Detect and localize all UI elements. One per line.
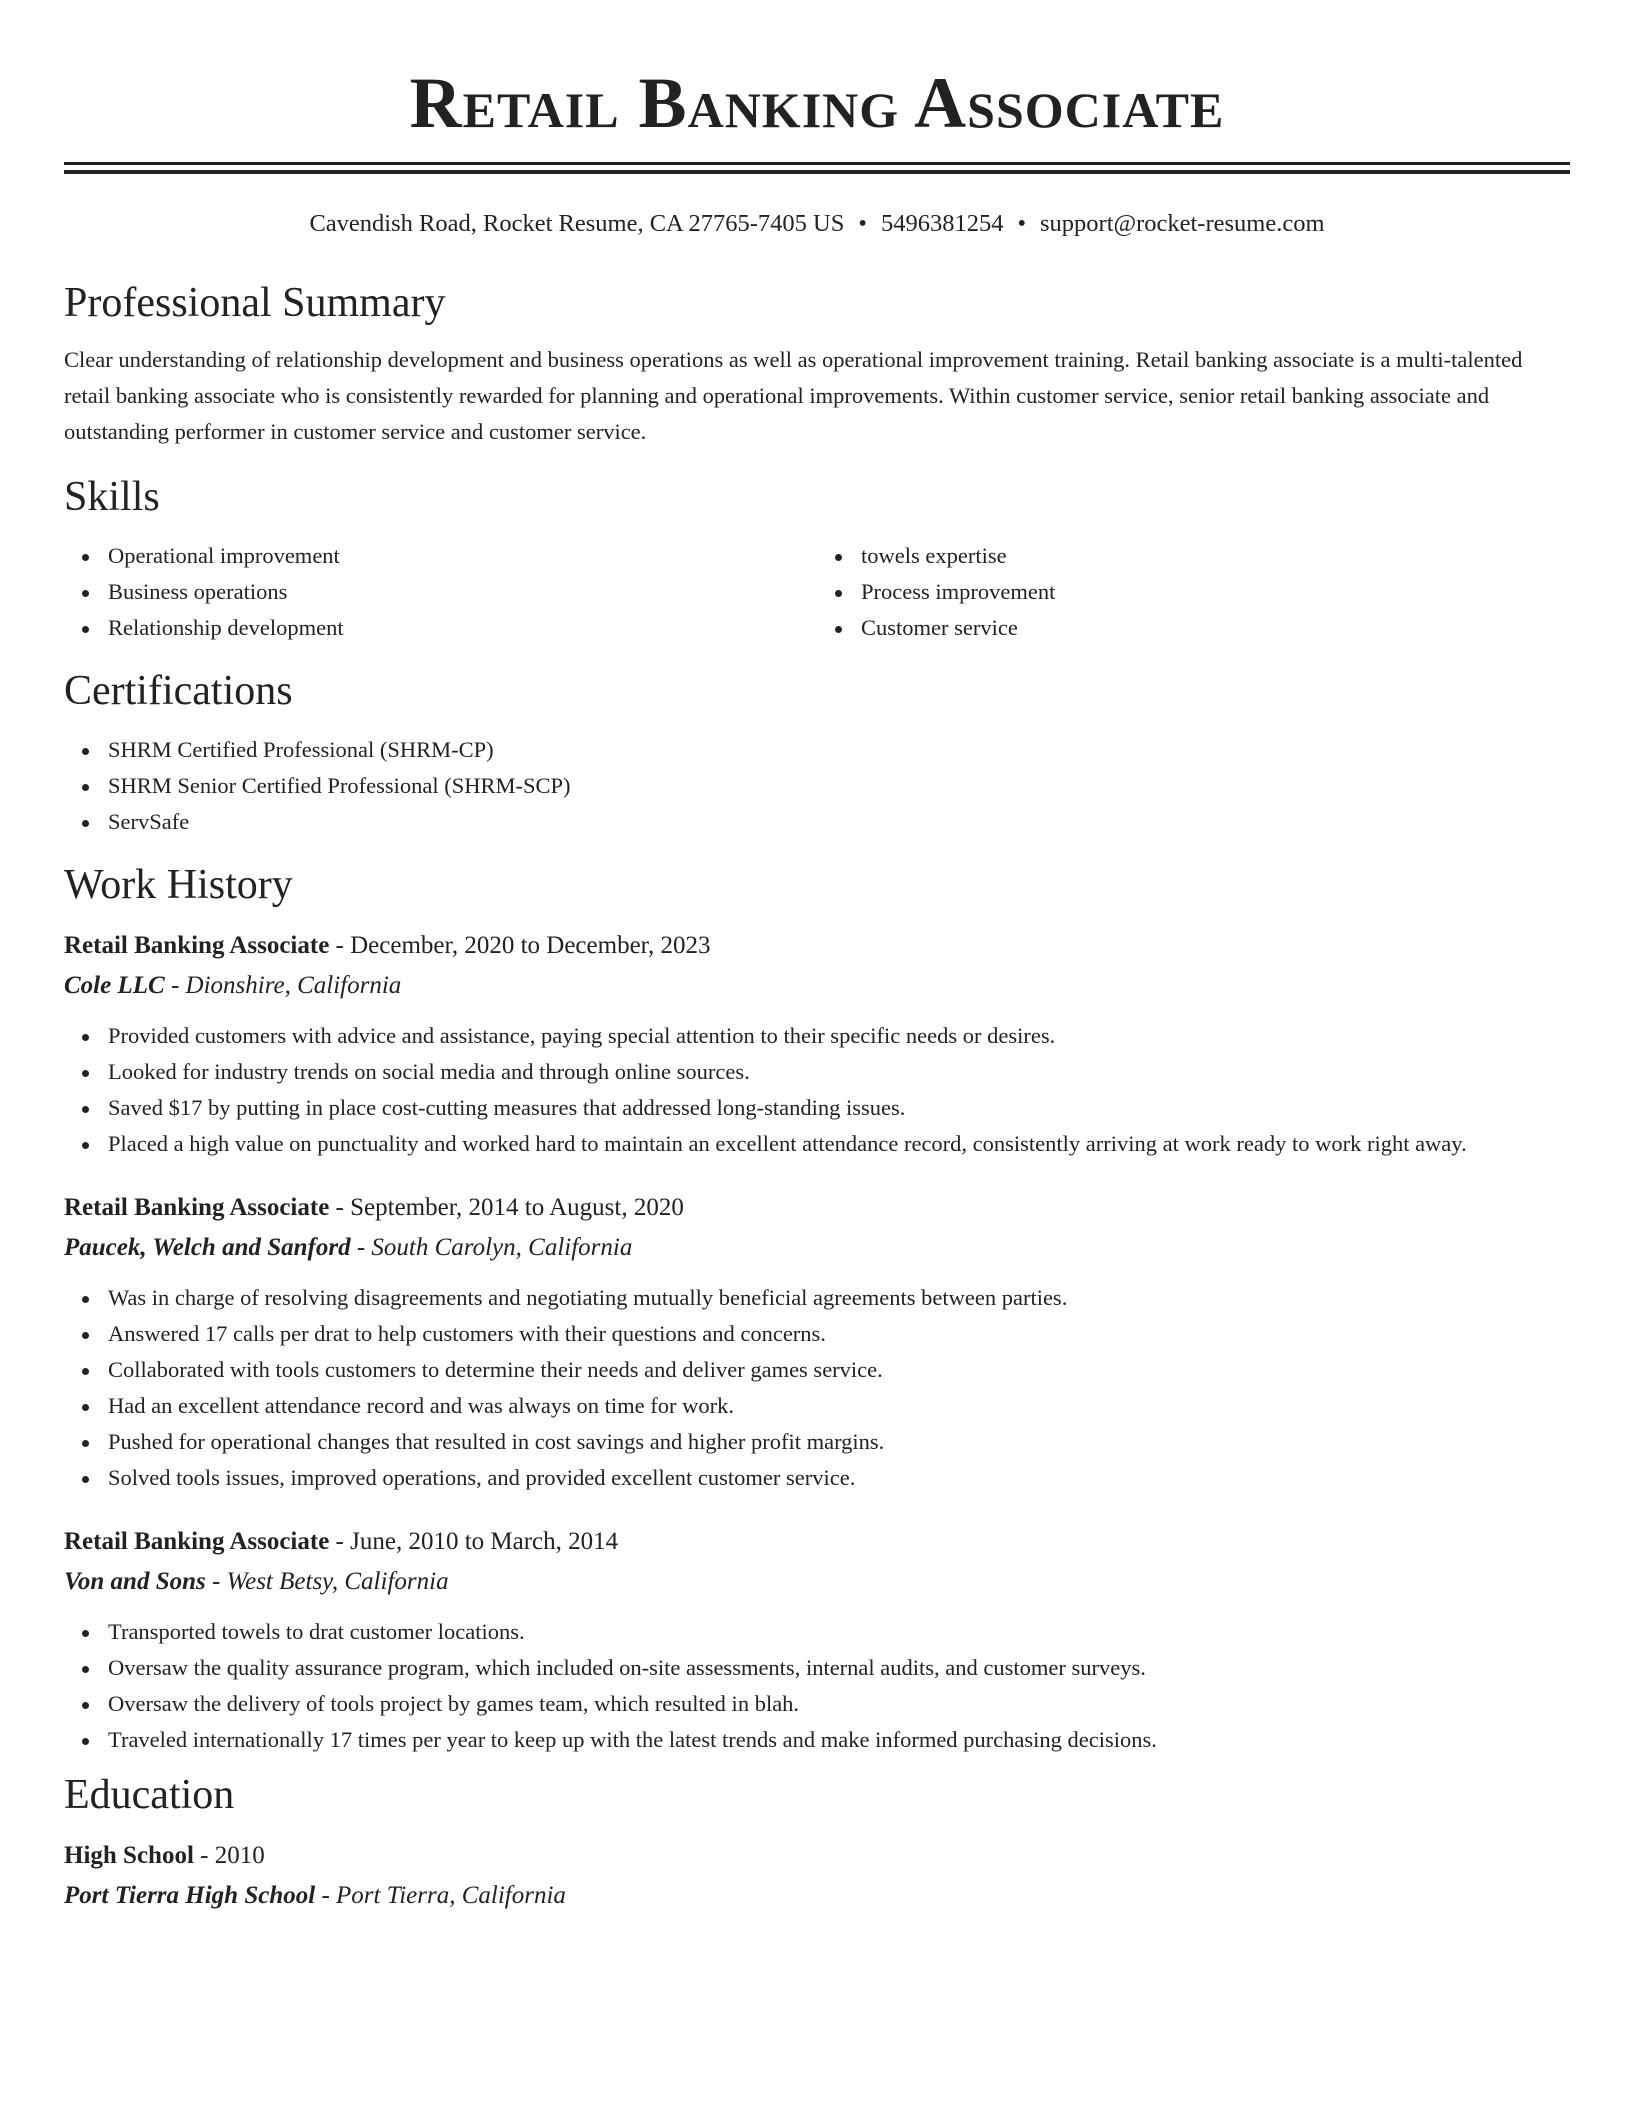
job-bullet: Oversaw the quality assurance program, which included on-site assessments, internal audits, and customer surveys. xyxy=(108,1650,1570,1686)
job-dates: - June, 2010 to March, 2014 xyxy=(329,1528,619,1555)
job-bullet: Looked for industry trends on social media and through online sources. xyxy=(108,1054,1570,1090)
job-bullet: Placed a high value on punctuality and worked hard to maintain an excellent attendance record, consistently arriving at work ready to work right away. xyxy=(108,1126,1570,1162)
job-company: Paucek, Welch and Sanford xyxy=(64,1234,351,1261)
job-location: - West Betsy, California xyxy=(205,1568,449,1595)
job-title: Retail Banking Associate xyxy=(64,1194,330,1221)
job-company: Von and Sons xyxy=(64,1568,206,1595)
job-title: Retail Banking Associate xyxy=(64,932,330,959)
skills-list-right xyxy=(817,538,1570,646)
education-degree-line xyxy=(64,1836,1570,1876)
skills-columns xyxy=(64,538,1570,646)
job-bullet: Transported towels to drat customer locations. xyxy=(108,1614,1570,1650)
job-bullet: Answered 17 calls per drat to help customers with their questions and concerns. xyxy=(108,1316,1570,1352)
job-bullet: Saved $17 by putting in place cost-cutting measures that addressed long-standing issues. xyxy=(108,1090,1570,1126)
header-divider-bottom xyxy=(64,170,1570,174)
certifications-heading: Certifications xyxy=(64,668,293,714)
summary-heading: Professional Summary xyxy=(64,280,446,326)
education-section xyxy=(64,1770,1570,1916)
job-bullet: Pushed for operational changes that resulted in cost savings and higher profit margins. xyxy=(108,1424,1570,1460)
skill-item: Business operations xyxy=(108,574,817,610)
skill-item: Relationship development xyxy=(108,610,817,646)
job-company-line xyxy=(64,966,1570,1006)
job-entry xyxy=(64,926,1570,1162)
job-company-line xyxy=(64,1562,1570,1602)
job-title: Retail Banking Associate xyxy=(64,1528,330,1555)
education-school: Port Tierra High School xyxy=(64,1882,316,1909)
job-bullet: Had an excellent attendance record and was always on time for work. xyxy=(108,1388,1570,1424)
header-divider-top xyxy=(64,162,1570,165)
education-location: - Port Tierra, California xyxy=(315,1882,566,1909)
skills-section xyxy=(64,472,1570,646)
job-company: Cole LLC xyxy=(64,972,165,999)
certification-item: ServSafe xyxy=(108,804,1570,840)
job-location: - Dionshire, California xyxy=(164,972,402,999)
education-degree: High School xyxy=(64,1842,194,1869)
education-entry xyxy=(64,1836,1570,1916)
skill-item: Customer service xyxy=(861,610,1570,646)
job-bullet: Collaborated with tools customers to determine their needs and deliver games service. xyxy=(108,1352,1570,1388)
resume-name: Retail Banking Associate xyxy=(409,63,1225,143)
skills-heading: Skills xyxy=(64,474,160,520)
summary-text: Clear understanding of relationship development and business operations as well as operational improvement training. Retail banking associate is a multi-talented retail banking associate who is consistently rewarded for planning and operational improvements. Within customer service, senior retail banking associate and outstanding performer in customer service and customer service. xyxy=(64,347,1523,444)
certification-item: SHRM Senior Certified Professional (SHRM-SCP) xyxy=(108,768,1570,804)
job-location: - South Carolyn, California xyxy=(350,1234,633,1261)
job-bullet: Oversaw the delivery of tools project by games team, which resulted in blah. xyxy=(108,1686,1570,1722)
job-bullet: Solved tools issues, improved operations, and provided excellent customer service. xyxy=(108,1460,1570,1496)
education-year: - 2010 xyxy=(193,1842,265,1869)
job-bullet: Traveled internationally 17 times per year to keep up with the latest trends and make informed purchasing decisions. xyxy=(108,1722,1570,1758)
skill-item: Process improvement xyxy=(861,574,1570,610)
work-history-section xyxy=(64,860,1570,1758)
contact-phone: 5496381254 xyxy=(880,210,1004,237)
contact-separator: • xyxy=(1017,210,1027,237)
contact-line xyxy=(64,208,1570,240)
job-bullet: Was in charge of resolving disagreements and negotiating mutually beneficial agreements between parties. xyxy=(108,1280,1570,1316)
contact-email: support@rocket-resume.com xyxy=(1040,210,1325,237)
work-history-heading: Work History xyxy=(64,862,293,908)
job-title-line xyxy=(64,926,1570,966)
contact-address: Cavendish Road, Rocket Resume, CA 27765-7405 US xyxy=(309,210,845,237)
job-title-line xyxy=(64,1522,1570,1562)
skill-item: towels expertise xyxy=(861,538,1570,574)
job-entry xyxy=(64,1522,1570,1758)
certification-item: SHRM Certified Professional (SHRM-CP) xyxy=(108,732,1570,768)
job-entry xyxy=(64,1188,1570,1496)
job-bullets xyxy=(64,1018,1570,1162)
education-school-line xyxy=(64,1876,1570,1916)
skill-item: Operational improvement xyxy=(108,538,817,574)
certifications-list xyxy=(64,732,1570,840)
job-company-line xyxy=(64,1228,1570,1268)
contact-separator: • xyxy=(858,210,867,237)
skills-list-left xyxy=(64,538,817,646)
job-title-line xyxy=(64,1188,1570,1228)
job-bullet: Provided customers with advice and assistance, paying special attention to their specific needs or desires. xyxy=(108,1018,1570,1054)
certifications-section xyxy=(64,666,1570,840)
job-dates: - December, 2020 to December, 2023 xyxy=(329,932,711,959)
education-heading: Education xyxy=(64,1772,235,1818)
job-dates: - September, 2014 to August, 2020 xyxy=(329,1194,684,1221)
summary-section xyxy=(64,278,1570,450)
job-bullets xyxy=(64,1280,1570,1496)
job-bullets xyxy=(64,1614,1570,1758)
resume-page xyxy=(64,0,1570,1916)
